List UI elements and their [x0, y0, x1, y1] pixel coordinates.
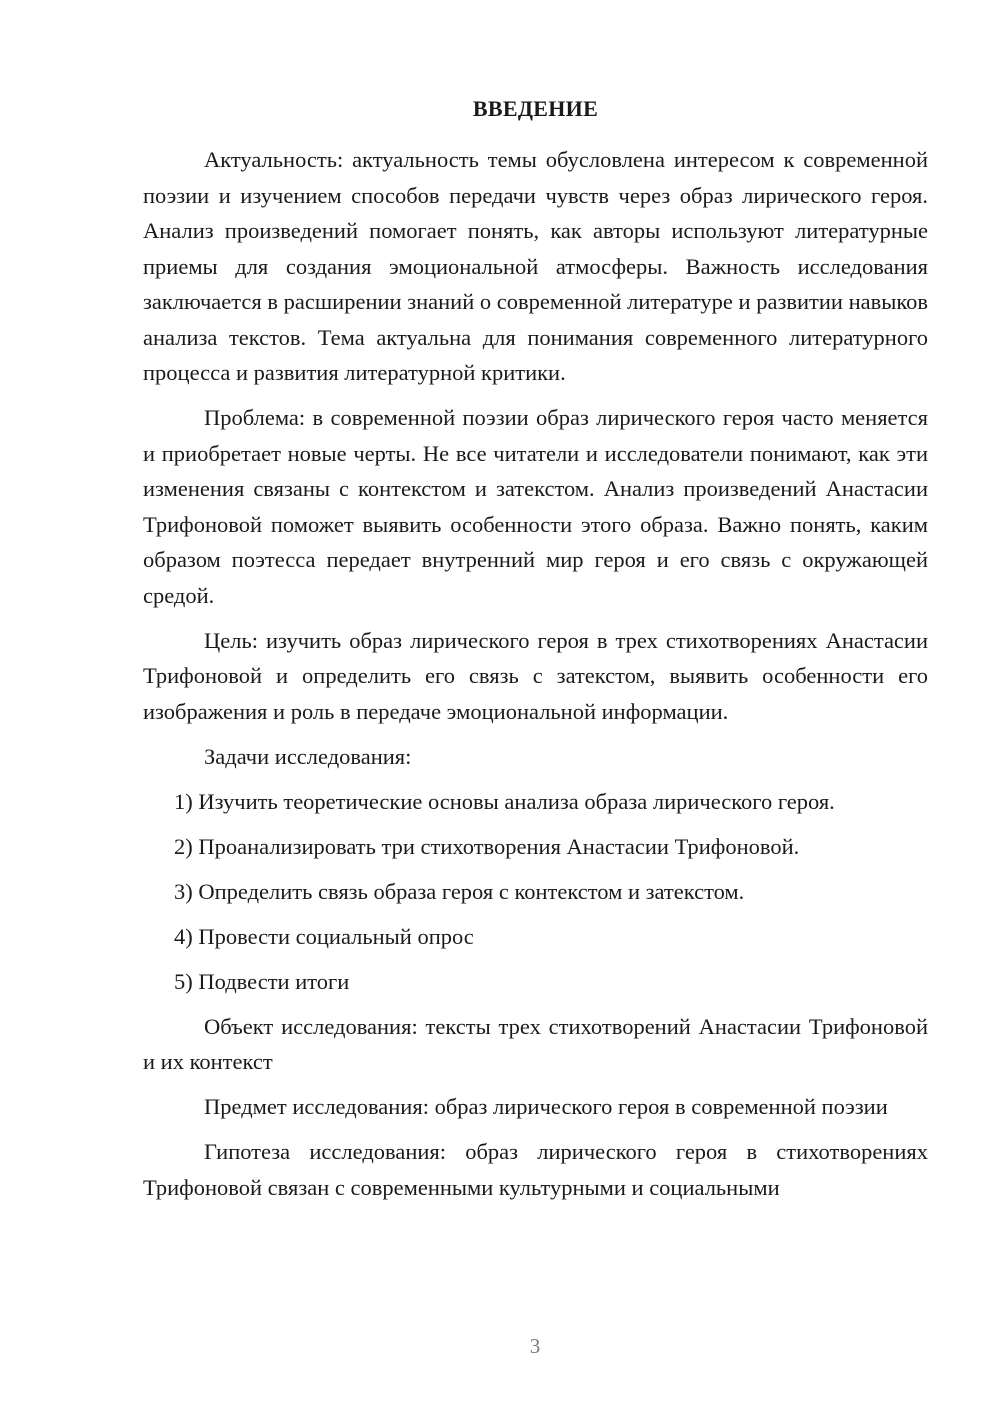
task-item: 3) Определить связь образа героя с контекстом и затекстом.	[174, 878, 745, 904]
task-item: 5) Подвести итоги	[174, 968, 350, 994]
task-item: 1) Изучить теоретические основы анализа образа лирического героя.	[174, 788, 835, 814]
paragraph-object: Объект исследования: тексты трех стихотворений Анастасии Трифоновой и их контекст	[143, 1013, 928, 1074]
paragraph-goal: Цель: изучить образ лирического героя в трех стихотворениях Анастасии Трифоновой и определить его связь с затекстом, выявить особенности его изображения и роль в передаче эмоциональной информации.	[143, 627, 928, 724]
page-number: 3	[529, 1334, 541, 1358]
paragraph-problem: Проблема: в современной поэзии образ лирического героя часто меняется и приобретает новые черты. Не все читатели и исследователи понимают, как эти изменения связаны с контекстом и затекстом. Анализ произведений Анастасии Трифоновой поможет выявить особенности этого образа. Важно понять, каким образом поэтесса передает внутренний мир героя и его связь с окружающей средой.	[143, 405, 928, 608]
paragraph-relevance: Актуальность: актуальность темы обусловлена интересом к современной поэзии и изучением способов передачи чувств через образ лирического героя. Анализ произведений помогает понять, как авторы используют литературные приемы для создания эмоциональной атмосферы. Важность исследования заключается в расширении знаний о современной литературе и развитии навыков анализа текстов. Тема актуальна для понимания современного литературного процесса и развития литературной критики.	[143, 147, 928, 385]
paragraph-hypothesis: Гипотеза исследования: образ лирического героя в стихотворениях Трифоновой связан с современными культурными и социальными	[143, 1139, 928, 1200]
paragraph-subject: Предмет исследования: образ лирического героя в современной поэзии	[204, 1094, 888, 1119]
tasks-heading: Задачи исследования:	[204, 743, 412, 769]
task-item: 4) Провести социальный опрос	[174, 923, 474, 949]
body-text	[143, 142, 928, 1215]
task-item: 2) Проанализировать три стихотворения Анастасии Трифоновой.	[174, 833, 800, 859]
section-title: ВВЕДЕНИЕ	[472, 96, 599, 121]
